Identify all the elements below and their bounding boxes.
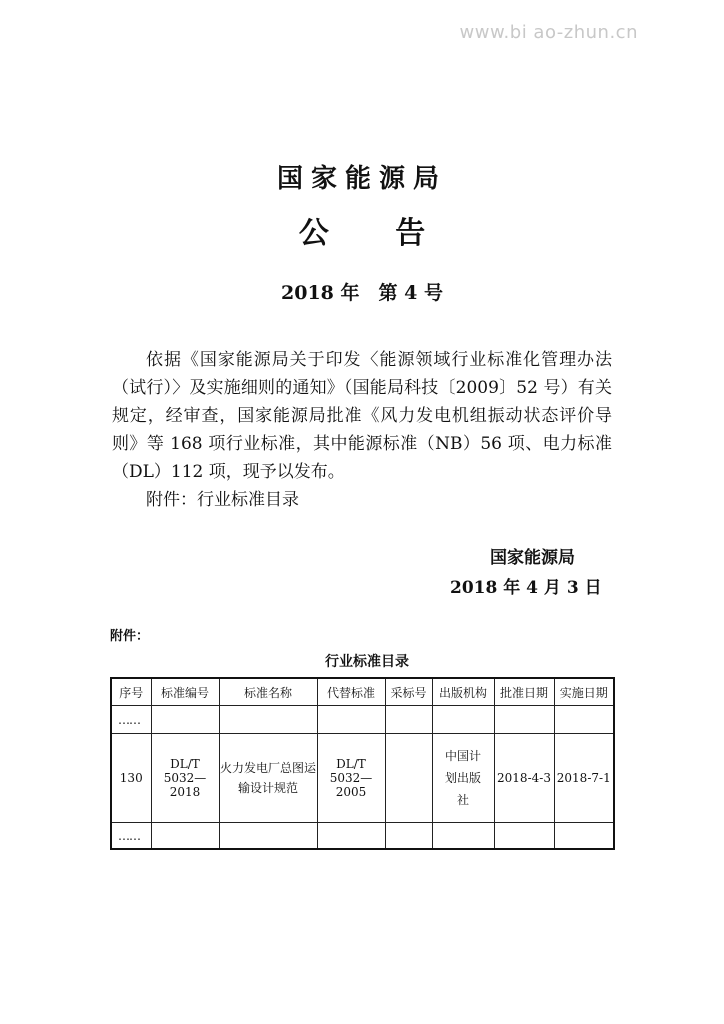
- header-cell: 出版机构: [432, 678, 494, 706]
- ellipsis-cell: ……: [111, 823, 151, 850]
- attachment-heading: 附件：: [110, 629, 150, 644]
- issuer-heading: 国家能源局: [276, 164, 447, 194]
- standard-name: 火力发电厂总图运输设计规范: [219, 734, 317, 823]
- attachment-line: 附件：行业标准目录: [146, 490, 299, 510]
- effective-date: 2018-7-1: [554, 734, 614, 823]
- table-title: 行业标准目录: [325, 654, 409, 670]
- ellipsis-cell: ……: [111, 706, 151, 734]
- header-cell: 代替标准: [317, 678, 385, 706]
- signer: 国家能源局: [490, 548, 575, 568]
- header-cell: 序号: [111, 678, 151, 706]
- adopted-standard: [385, 734, 432, 823]
- table-row: [111, 734, 614, 823]
- sign-date: 2018 年 4 月 3 日: [450, 578, 602, 598]
- header-cell: 标准名称: [219, 678, 317, 706]
- document-title: 公 告: [298, 216, 454, 251]
- standard-code: DL/T 5032—2018: [151, 734, 219, 823]
- approval-date: 2018-4-3: [494, 734, 554, 823]
- table-row: [111, 823, 614, 850]
- header-cell: 采标号: [385, 678, 432, 706]
- replaced-standard: DL/T 5032—2005: [317, 734, 385, 823]
- watermark: www.bi ao-zhun.cn: [459, 22, 638, 43]
- table-row: [111, 706, 614, 734]
- announcement-body: [112, 346, 612, 514]
- row-number: 130: [111, 734, 151, 823]
- standards-table: [110, 677, 615, 850]
- header-cell: 批准日期: [494, 678, 554, 706]
- body-paragraph: 依据《国家能源局关于印发〈能源领域行业标准化管理办法（试行）〉及实施细则的通知》（国能局科技〔2009〕52 号）有关规定，经审查，国家能源局批准《风力发电机组振动状态评价导则》等 168 项行业标准，其中能源标准（NB）56 项、电力标准（DL）112 项，现予以发布。: [112, 350, 612, 482]
- header-cell: 标准编号: [151, 678, 219, 706]
- header-cell: 实施日期: [554, 678, 614, 706]
- publisher: 中国计划出版社: [432, 734, 494, 823]
- document-number: 2018 年 第 4 号: [281, 282, 443, 304]
- table-header-row: [111, 678, 614, 706]
